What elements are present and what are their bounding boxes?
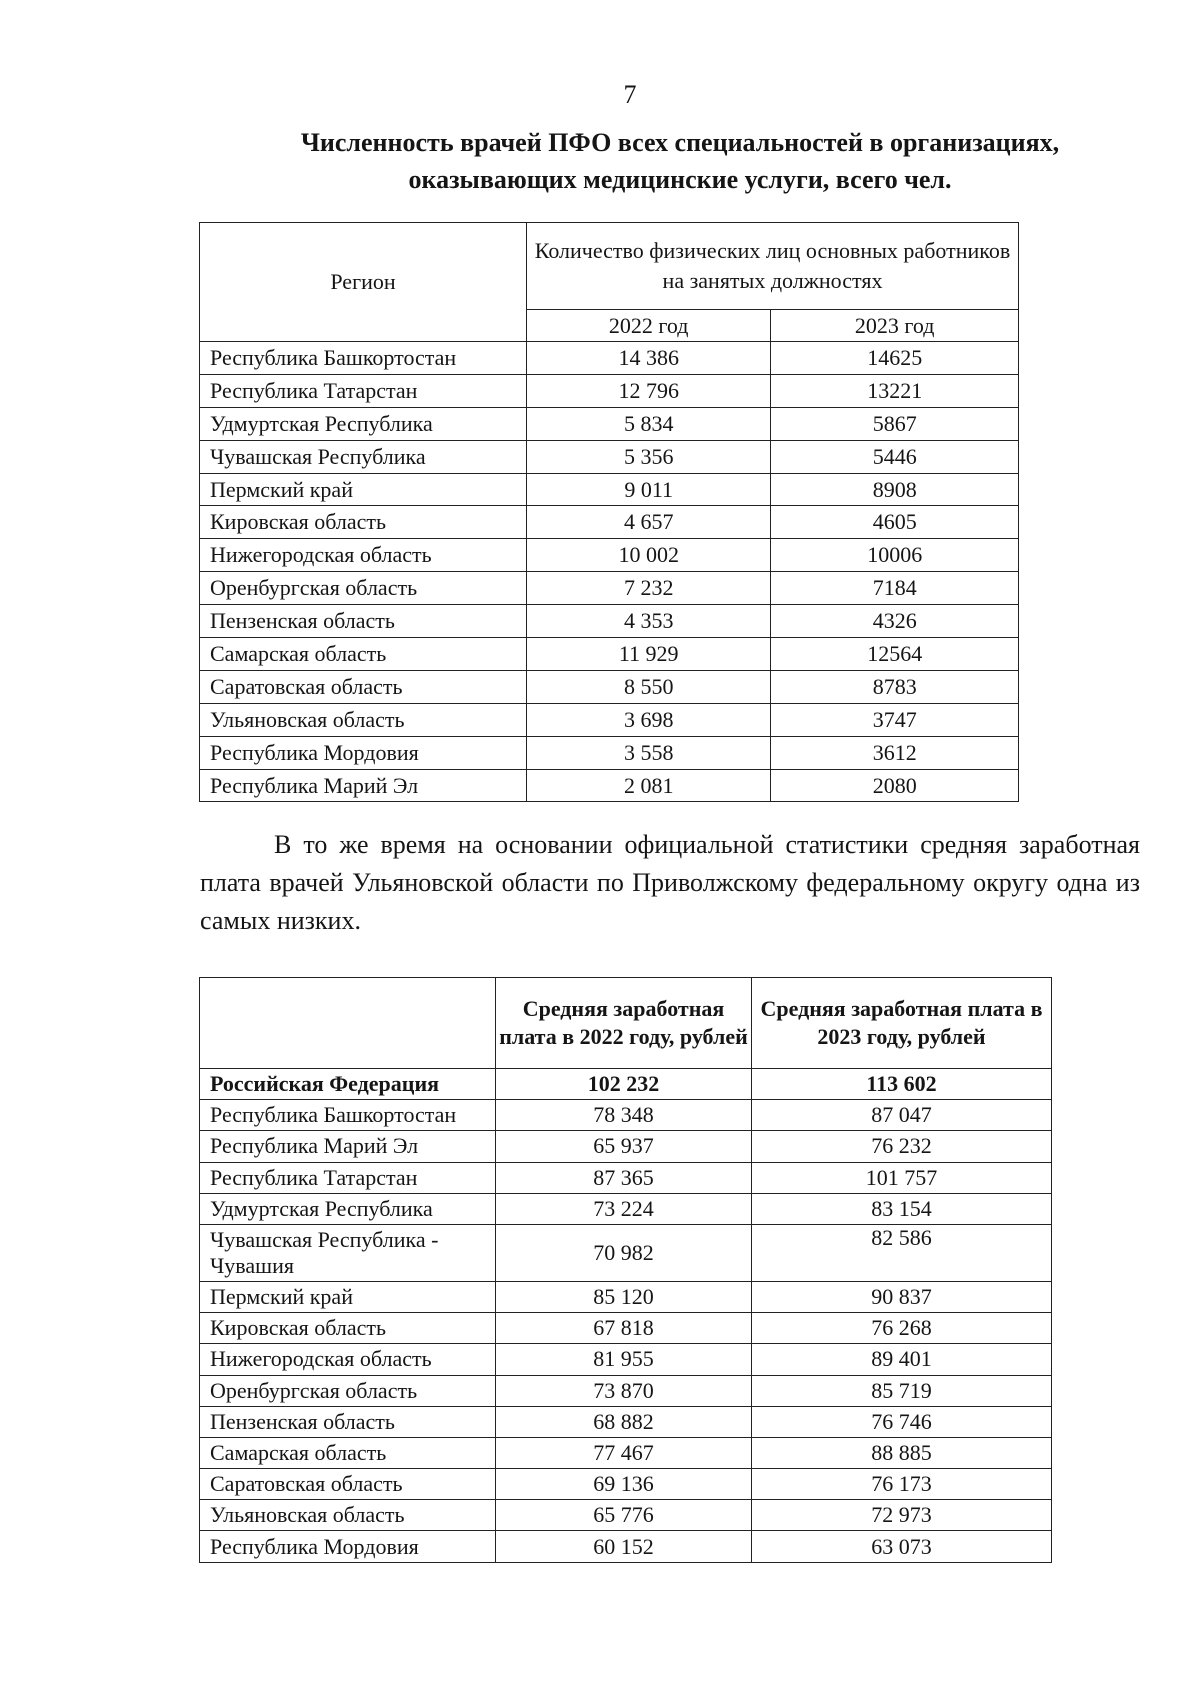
table-row <box>200 1500 1052 1531</box>
table-row <box>200 1281 1052 1312</box>
header-year-2022: 2022 год <box>527 310 771 342</box>
header-empty <box>200 978 496 1069</box>
region-cell: Кировская область <box>200 506 527 539</box>
table-row <box>200 1344 1052 1375</box>
table-row <box>200 1437 1052 1468</box>
region-cell: Кировская область <box>200 1313 496 1344</box>
table-row <box>200 1100 1052 1131</box>
value-2023-cell: 4326 <box>771 605 1019 638</box>
value-2022-cell: 3 698 <box>527 703 771 736</box>
value-2022-cell: 12 796 <box>527 374 771 407</box>
value-2023-cell: 10006 <box>771 539 1019 572</box>
value-2022-cell: 11 929 <box>527 638 771 671</box>
region-cell: Саратовская область <box>200 670 527 703</box>
body-paragraph <box>200 826 1140 940</box>
value-2023-cell: 4605 <box>771 506 1019 539</box>
header-salary-2022: Средняя заработная плата в 2022 году, рублей <box>496 978 752 1069</box>
table-row <box>200 703 1019 736</box>
table-row <box>200 1313 1052 1344</box>
region-cell: Пензенская область <box>200 605 527 638</box>
value-2023-cell: 2080 <box>771 769 1019 802</box>
header-salary-2023: Средняя заработная плата в 2023 году, рублей <box>752 978 1052 1069</box>
value-2023-cell: 13221 <box>771 374 1019 407</box>
value-2023-cell: 8908 <box>771 473 1019 506</box>
value-2022-cell: 60 152 <box>496 1531 752 1562</box>
region-cell: Российская Федерация <box>200 1069 496 1100</box>
region-cell: Республика Татарстан <box>200 1162 496 1193</box>
value-2022-cell: 7 232 <box>527 572 771 605</box>
region-cell: Самарская область <box>200 638 527 671</box>
value-2023-cell: 3612 <box>771 736 1019 769</box>
table-row <box>200 506 1019 539</box>
region-cell: Республика Башкортостан <box>200 342 527 375</box>
value-2022-cell: 5 356 <box>527 440 771 473</box>
value-2022-cell: 73 870 <box>496 1375 752 1406</box>
region-cell: Чувашская Республика <box>200 440 527 473</box>
region-cell: Оренбургская область <box>200 572 527 605</box>
value-2023-cell: 113 602 <box>752 1069 1052 1100</box>
table-row <box>200 1375 1052 1406</box>
region-cell: Самарская область <box>200 1437 496 1468</box>
salary-table <box>199 977 1052 1563</box>
value-2023-cell: 8783 <box>771 670 1019 703</box>
region-cell: Нижегородская область <box>200 539 527 572</box>
value-2022-cell: 68 882 <box>496 1406 752 1437</box>
value-2023-cell: 89 401 <box>752 1344 1052 1375</box>
value-2023-cell: 76 268 <box>752 1313 1052 1344</box>
value-2022-cell: 65 937 <box>496 1131 752 1162</box>
value-2022-cell: 67 818 <box>496 1313 752 1344</box>
value-2023-cell: 3747 <box>771 703 1019 736</box>
header-count-group: Количество физических лиц основных работников на занятых должностях <box>527 223 1019 310</box>
table1-body <box>200 342 1019 802</box>
value-2022-cell: 81 955 <box>496 1344 752 1375</box>
table-row <box>200 670 1019 703</box>
value-2023-cell: 5446 <box>771 440 1019 473</box>
value-2023-cell: 63 073 <box>752 1531 1052 1562</box>
table-row <box>200 374 1019 407</box>
value-2022-cell: 70 982 <box>496 1224 752 1281</box>
title-line-1: Численность врачей ПФО всех специальностей в организациях, <box>300 128 1060 157</box>
value-2022-cell: 4 353 <box>527 605 771 638</box>
table-row <box>200 1193 1052 1224</box>
value-2022-cell: 73 224 <box>496 1193 752 1224</box>
region-cell: Пермский край <box>200 473 527 506</box>
value-2023-cell: 14625 <box>771 342 1019 375</box>
value-2023-cell: 82 586 <box>752 1224 1052 1281</box>
region-cell: Пензенская область <box>200 1406 496 1437</box>
region-cell: Нижегородская область <box>200 1344 496 1375</box>
value-2022-cell: 5 834 <box>527 407 771 440</box>
table-row <box>200 342 1019 375</box>
region-cell: Удмуртская Республика <box>200 407 527 440</box>
table-row <box>200 572 1019 605</box>
value-2023-cell: 12564 <box>771 638 1019 671</box>
table-row <box>200 1531 1052 1562</box>
value-2022-cell: 14 386 <box>527 342 771 375</box>
value-2022-cell: 65 776 <box>496 1500 752 1531</box>
value-2022-cell: 78 348 <box>496 1100 752 1131</box>
table-row <box>200 638 1019 671</box>
value-2023-cell: 83 154 <box>752 1193 1052 1224</box>
value-2022-cell: 87 365 <box>496 1162 752 1193</box>
value-2022-cell: 10 002 <box>527 539 771 572</box>
value-2023-cell: 72 973 <box>752 1500 1052 1531</box>
value-2022-cell: 4 657 <box>527 506 771 539</box>
value-2022-cell: 77 467 <box>496 1437 752 1468</box>
region-cell: Республика Башкортостан <box>200 1100 496 1131</box>
region-cell: Республика Марий Эл <box>200 1131 496 1162</box>
value-2023-cell: 101 757 <box>752 1162 1052 1193</box>
table-row <box>200 1162 1052 1193</box>
value-2022-cell: 9 011 <box>527 473 771 506</box>
table-row <box>200 605 1019 638</box>
table-row <box>200 539 1019 572</box>
region-cell: Удмуртская Республика <box>200 1193 496 1224</box>
region-cell: Ульяновская область <box>200 1500 496 1531</box>
paragraph-text: В то же время на основании официальной статистики средняя заработная плата врачей Ульяновской области по Приволжскому федеральному округу одна из самых низких. <box>200 830 1140 935</box>
value-2022-cell: 3 558 <box>527 736 771 769</box>
value-2023-cell: 76 746 <box>752 1406 1052 1437</box>
table-row <box>200 407 1019 440</box>
region-cell: Чувашская Республика - Чувашия <box>200 1224 496 1281</box>
region-cell: Республика Татарстан <box>200 374 527 407</box>
table-row <box>200 769 1019 802</box>
table1-title <box>200 124 1160 198</box>
value-2023-cell: 85 719 <box>752 1375 1052 1406</box>
region-cell: Республика Мордовия <box>200 736 527 769</box>
region-cell: Оренбургская область <box>200 1375 496 1406</box>
region-cell: Пермский край <box>200 1281 496 1312</box>
value-2022-cell: 2 081 <box>527 769 771 802</box>
value-2023-cell: 7184 <box>771 572 1019 605</box>
table-row <box>200 1069 1052 1100</box>
table-row <box>200 736 1019 769</box>
value-2023-cell: 76 232 <box>752 1131 1052 1162</box>
table-row <box>200 440 1019 473</box>
doctors-count-table <box>199 222 1019 802</box>
value-2023-cell: 90 837 <box>752 1281 1052 1312</box>
value-2023-cell: 5867 <box>771 407 1019 440</box>
table2-body <box>200 1069 1052 1563</box>
table-row <box>200 1131 1052 1162</box>
value-2022-cell: 85 120 <box>496 1281 752 1312</box>
value-2023-cell: 87 047 <box>752 1100 1052 1131</box>
table-row <box>200 1406 1052 1437</box>
header-year-2023: 2023 год <box>771 310 1019 342</box>
table-row <box>200 1469 1052 1500</box>
header-region: Регион <box>200 223 527 342</box>
region-cell: Ульяновская область <box>200 703 527 736</box>
value-2022-cell: 102 232 <box>496 1069 752 1100</box>
value-2022-cell: 69 136 <box>496 1469 752 1500</box>
value-2023-cell: 76 173 <box>752 1469 1052 1500</box>
value-2022-cell: 8 550 <box>527 670 771 703</box>
region-cell: Республика Марий Эл <box>200 769 527 802</box>
table-row <box>200 1224 1052 1281</box>
region-cell: Саратовская область <box>200 1469 496 1500</box>
page-number: 7 <box>623 80 637 109</box>
table-row <box>200 473 1019 506</box>
title-line-2: оказывающих медицинские услуги, всего чел. <box>408 165 952 194</box>
region-cell: Республика Мордовия <box>200 1531 496 1562</box>
value-2023-cell: 88 885 <box>752 1437 1052 1468</box>
